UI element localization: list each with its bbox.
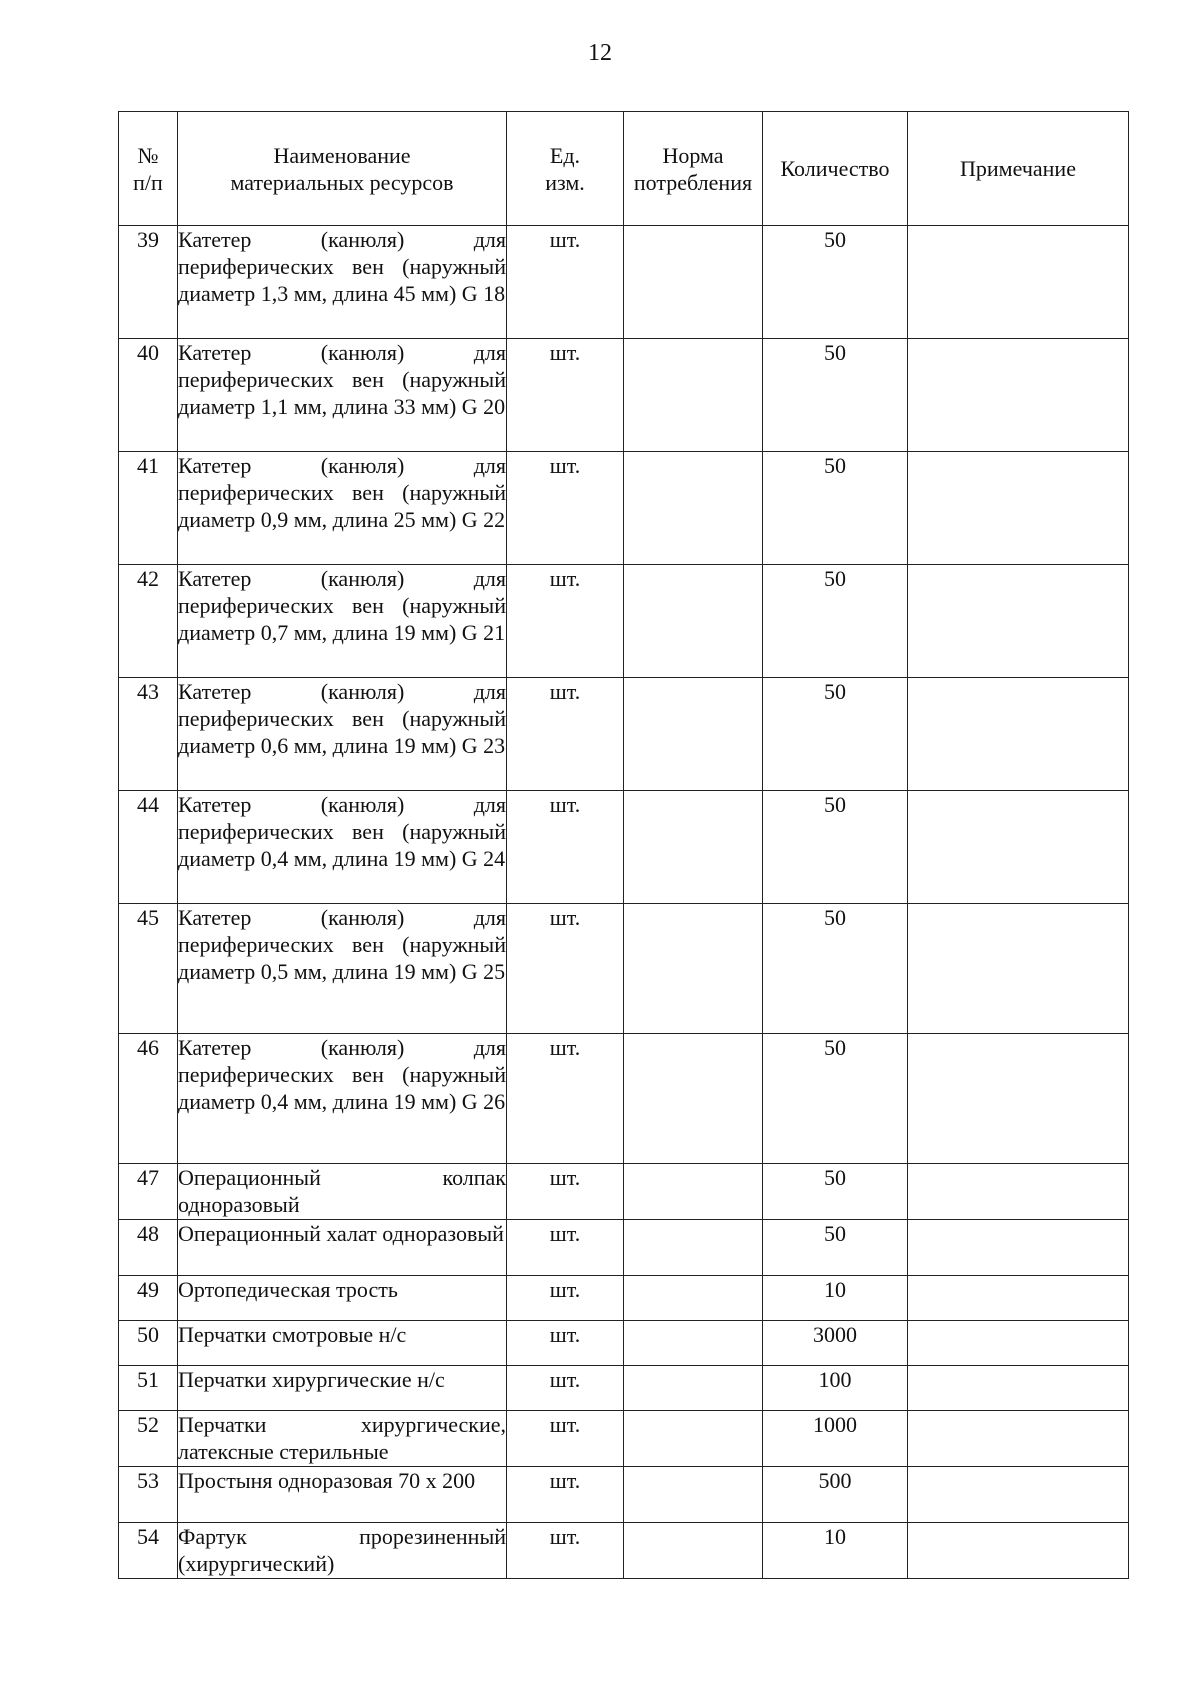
row-qty: 50 bbox=[763, 565, 908, 678]
row-unit: шт. bbox=[507, 1034, 624, 1164]
row-note bbox=[908, 678, 1129, 791]
row-num: 52 bbox=[119, 1411, 178, 1467]
row-norm bbox=[624, 1164, 763, 1220]
row-num: 39 bbox=[119, 226, 178, 339]
row-num: 45 bbox=[119, 904, 178, 1034]
row-unit: шт. bbox=[507, 1276, 624, 1321]
row-qty: 50 bbox=[763, 1164, 908, 1220]
row-note bbox=[908, 1220, 1129, 1276]
row-norm bbox=[624, 226, 763, 339]
table-header-row bbox=[119, 112, 1129, 226]
table-row bbox=[119, 1321, 1129, 1366]
row-norm bbox=[624, 1034, 763, 1164]
table-row bbox=[119, 1411, 1129, 1467]
row-unit: шт. bbox=[507, 1467, 624, 1523]
row-unit: шт. bbox=[507, 1164, 624, 1220]
row-note bbox=[908, 1276, 1129, 1321]
row-unit: шт. bbox=[507, 339, 624, 452]
table-row bbox=[119, 791, 1129, 904]
row-norm bbox=[624, 565, 763, 678]
page-number: 12 bbox=[588, 40, 612, 66]
row-unit: шт. bbox=[507, 1321, 624, 1366]
row-qty: 50 bbox=[763, 678, 908, 791]
row-unit: шт. bbox=[507, 1523, 624, 1579]
row-qty: 10 bbox=[763, 1523, 908, 1579]
row-num: 54 bbox=[119, 1523, 178, 1579]
row-name: Ортопедическая трость bbox=[178, 1276, 507, 1321]
row-qty: 50 bbox=[763, 452, 908, 565]
table-row bbox=[119, 1366, 1129, 1411]
row-norm bbox=[624, 1220, 763, 1276]
row-norm bbox=[624, 1411, 763, 1467]
row-name: Перчатки хирургические, латексные стерильные bbox=[178, 1411, 507, 1467]
row-note bbox=[908, 1523, 1129, 1579]
row-name: Перчатки смотровые н/с bbox=[178, 1321, 507, 1366]
row-name: Катетер (канюля) для периферических вен (наружный диаметр 0,4 мм, длина 19 мм) G 24 bbox=[178, 791, 507, 904]
row-norm bbox=[624, 452, 763, 565]
header-norm bbox=[624, 112, 763, 226]
row-note bbox=[908, 1411, 1129, 1467]
row-num: 41 bbox=[119, 452, 178, 565]
header-num-line2: п/п bbox=[133, 169, 163, 195]
row-note bbox=[908, 452, 1129, 565]
row-unit: шт. bbox=[507, 678, 624, 791]
table-row bbox=[119, 565, 1129, 678]
header-name-line1: Наименование bbox=[273, 142, 411, 168]
header-unit-line1: Ед. bbox=[549, 142, 581, 168]
table-row bbox=[119, 1164, 1129, 1220]
row-note bbox=[908, 1467, 1129, 1523]
row-norm bbox=[624, 1366, 763, 1411]
row-num: 43 bbox=[119, 678, 178, 791]
header-name bbox=[178, 112, 507, 226]
row-num: 51 bbox=[119, 1366, 178, 1411]
table-row bbox=[119, 678, 1129, 791]
row-norm bbox=[624, 1523, 763, 1579]
row-qty: 50 bbox=[763, 226, 908, 339]
row-qty: 50 bbox=[763, 1034, 908, 1164]
row-unit: шт. bbox=[507, 791, 624, 904]
table-row bbox=[119, 1467, 1129, 1523]
row-note bbox=[908, 1366, 1129, 1411]
row-num: 46 bbox=[119, 1034, 178, 1164]
row-qty: 100 bbox=[763, 1366, 908, 1411]
row-qty: 50 bbox=[763, 339, 908, 452]
header-num bbox=[119, 112, 178, 226]
row-note bbox=[908, 904, 1129, 1034]
row-name: Катетер (канюля) для периферических вен (наружный диаметр 0,5 мм, длина 19 мм) G 25 bbox=[178, 904, 507, 1034]
row-num: 53 bbox=[119, 1467, 178, 1523]
row-qty: 10 bbox=[763, 1276, 908, 1321]
header-norm-line1: Норма bbox=[662, 142, 724, 168]
header-unit-line2: изм. bbox=[545, 169, 585, 195]
row-note bbox=[908, 791, 1129, 904]
row-num: 44 bbox=[119, 791, 178, 904]
row-num: 49 bbox=[119, 1276, 178, 1321]
table-row bbox=[119, 1220, 1129, 1276]
table-row bbox=[119, 904, 1129, 1034]
materials-table bbox=[118, 111, 1129, 1579]
row-name: Операционный халат одноразовый bbox=[178, 1220, 507, 1276]
row-unit: шт. bbox=[507, 1411, 624, 1467]
header-norm-line2: потребления bbox=[633, 169, 753, 195]
header-name-line2: материальных ресурсов bbox=[230, 169, 454, 195]
table-row bbox=[119, 452, 1129, 565]
row-num: 50 bbox=[119, 1321, 178, 1366]
row-name: Фартук прорезиненный (хирургический) bbox=[178, 1523, 507, 1579]
row-norm bbox=[624, 1467, 763, 1523]
row-name: Перчатки хирургические н/с bbox=[178, 1366, 507, 1411]
row-note bbox=[908, 1034, 1129, 1164]
row-unit: шт. bbox=[507, 1220, 624, 1276]
row-norm bbox=[624, 1276, 763, 1321]
table-row bbox=[119, 1523, 1129, 1579]
header-note: Примечание bbox=[908, 112, 1129, 226]
row-qty: 50 bbox=[763, 904, 908, 1034]
row-qty: 3000 bbox=[763, 1321, 908, 1366]
row-num: 40 bbox=[119, 339, 178, 452]
row-name: Операционный колпак одноразовый bbox=[178, 1164, 507, 1220]
row-name: Катетер (канюля) для периферических вен (наружный диаметр 0,6 мм, длина 19 мм) G 23 bbox=[178, 678, 507, 791]
row-name: Катетер (канюля) для периферических вен (наружный диаметр 0,4 мм, длина 19 мм) G 26 bbox=[178, 1034, 507, 1164]
row-name: Катетер (канюля) для периферических вен (наружный диаметр 1,1 мм, длина 33 мм) G 20 bbox=[178, 339, 507, 452]
row-name: Катетер (канюля) для периферических вен (наружный диаметр 0,9 мм, длина 25 мм) G 22 bbox=[178, 452, 507, 565]
row-name: Простыня одноразовая 70 х 200 bbox=[178, 1467, 507, 1523]
row-norm bbox=[624, 678, 763, 791]
row-note bbox=[908, 1321, 1129, 1366]
row-num: 42 bbox=[119, 565, 178, 678]
row-norm bbox=[624, 339, 763, 452]
header-qty: Количество bbox=[763, 112, 908, 226]
row-qty: 50 bbox=[763, 1220, 908, 1276]
row-unit: шт. bbox=[507, 1366, 624, 1411]
row-qty: 1000 bbox=[763, 1411, 908, 1467]
header-num-line1: № bbox=[137, 142, 159, 168]
row-name: Катетер (канюля) для периферических вен (наружный диаметр 1,3 мм, длина 45 мм) G 18 bbox=[178, 226, 507, 339]
row-note bbox=[908, 1164, 1129, 1220]
header-unit bbox=[507, 112, 624, 226]
table-row bbox=[119, 1034, 1129, 1164]
row-name: Катетер (канюля) для периферических вен (наружный диаметр 0,7 мм, длина 19 мм) G 21 bbox=[178, 565, 507, 678]
row-qty: 500 bbox=[763, 1467, 908, 1523]
row-num: 48 bbox=[119, 1220, 178, 1276]
row-unit: шт. bbox=[507, 904, 624, 1034]
row-norm bbox=[624, 1321, 763, 1366]
row-unit: шт. bbox=[507, 565, 624, 678]
table-row bbox=[119, 1276, 1129, 1321]
row-num: 47 bbox=[119, 1164, 178, 1220]
row-unit: шт. bbox=[507, 452, 624, 565]
row-norm bbox=[624, 791, 763, 904]
row-note bbox=[908, 226, 1129, 339]
row-norm bbox=[624, 904, 763, 1034]
row-unit: шт. bbox=[507, 226, 624, 339]
table-row bbox=[119, 339, 1129, 452]
row-qty: 50 bbox=[763, 791, 908, 904]
table-row bbox=[119, 226, 1129, 339]
row-note bbox=[908, 339, 1129, 452]
row-note bbox=[908, 565, 1129, 678]
